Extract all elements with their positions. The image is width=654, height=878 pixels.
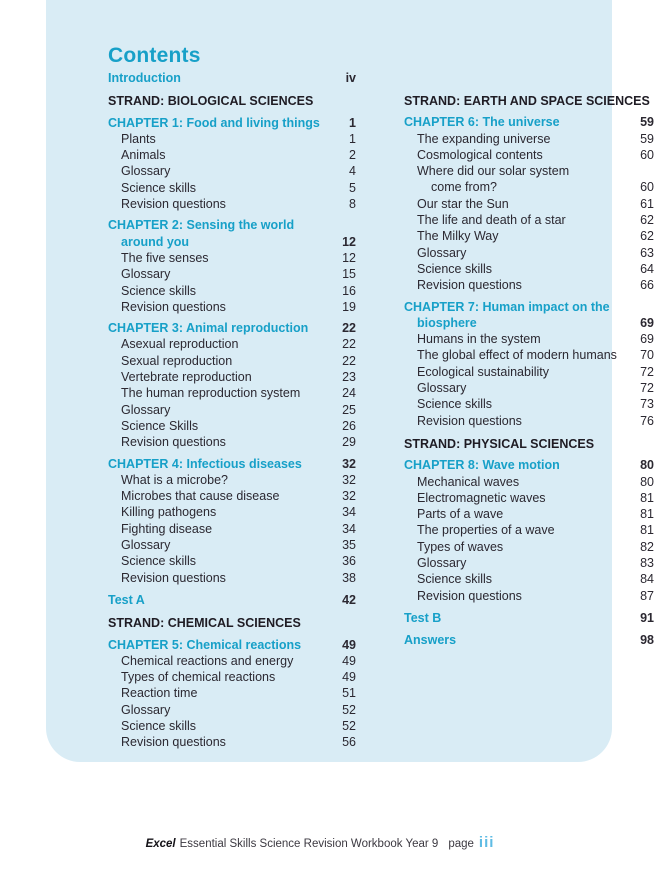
toc-entry-label: Humans in the system	[417, 332, 541, 347]
toc-row-sub	[404, 380, 654, 396]
toc-row-sub	[404, 364, 654, 380]
toc-entry-page: 15	[342, 267, 356, 282]
toc-entry-page: 64	[640, 261, 654, 276]
toc-row-sub	[108, 553, 356, 569]
toc-entry-label: Science skills	[121, 554, 197, 569]
toc-entry-page: 1	[349, 115, 356, 130]
toc-entry-page: 36	[342, 554, 356, 569]
toc-entry-label: STRAND: CHEMICAL SCIENCES	[108, 616, 301, 631]
toc-entry-label: CHAPTER 1: Food and living things	[108, 115, 320, 130]
toc-entry-label: Science skills	[417, 261, 493, 276]
toc-entry-label: Science skills	[121, 283, 197, 298]
toc-entry-page: 22	[342, 321, 356, 336]
toc-row-strand	[108, 615, 356, 631]
toc-entry-page: 69	[640, 332, 654, 347]
toc-entry-label: CHAPTER 2: Sensing the world	[108, 218, 295, 233]
page-title: Contents	[108, 44, 201, 67]
toc-entry-label: CHAPTER 4: Infectious diseases	[108, 456, 302, 471]
toc-entry-label: Glossary	[417, 381, 467, 396]
toc-row-sub	[108, 283, 356, 299]
toc-row-chapter	[404, 299, 654, 315]
toc-row-sub	[108, 434, 356, 450]
toc-row-sub	[108, 488, 356, 504]
toc-entry-page: 60	[640, 180, 654, 195]
toc-entry-label: STRAND: EARTH AND SPACE SCIENCES	[404, 94, 650, 108]
toc-row-sub	[108, 418, 356, 434]
toc-entry-page: 22	[342, 337, 356, 352]
footer-page-label: page	[448, 838, 474, 850]
toc-entry-page: 69	[640, 315, 654, 330]
toc-entry-label: STRAND: BIOLOGICAL SCIENCES	[108, 94, 314, 109]
toc-entry-page: 81	[640, 507, 654, 522]
toc-row-sub	[404, 347, 654, 363]
toc-row-sub	[404, 396, 654, 412]
toc-entry-page: 52	[342, 718, 356, 733]
toc-row-sub	[404, 212, 654, 228]
toc-entry-label: around you	[121, 234, 190, 249]
toc-entry-label: Glossary	[121, 267, 171, 282]
toc-row-sub	[404, 245, 654, 261]
toc-row-sub	[108, 734, 356, 750]
toc-entry-label: Our star the Sun	[417, 196, 509, 211]
toc-entry-label: STRAND: PHYSICAL SCIENCES	[404, 436, 595, 451]
toc-entry-page: 49	[342, 670, 356, 685]
toc-entry-page: 12	[342, 234, 356, 249]
toc-entry-label: Killing pathogens	[121, 505, 217, 520]
toc-entry-page: 16	[342, 283, 356, 298]
toc-entry-label: Revision questions	[121, 735, 226, 750]
toc-entry-label: Glossary	[417, 245, 467, 260]
toc-entry-label: Animals	[121, 148, 166, 163]
toc-entry-label: Answers	[404, 633, 457, 648]
toc-entry-label: Glossary	[121, 702, 171, 717]
toc-entry-page: 82	[640, 539, 654, 554]
toc-row-sub	[108, 180, 356, 196]
toc-entry-label: The global effect of modern humans	[417, 348, 617, 363]
toc-entry-page: 25	[342, 402, 356, 417]
toc-entry-page: 83	[640, 556, 654, 571]
toc-entry-page: 24	[342, 386, 356, 401]
toc-row-sub	[404, 490, 654, 506]
toc-row-sub	[108, 402, 356, 418]
toc-row-intro	[108, 70, 356, 86]
toc-entry-page: 73	[640, 397, 654, 412]
toc-row-sub	[108, 472, 356, 488]
toc-entry-page: 22	[342, 353, 356, 368]
toc-row-sub	[404, 196, 654, 212]
toc-entry-page: 60	[640, 147, 654, 162]
toc-entry-page: 80	[640, 474, 654, 489]
toc-row-sub	[108, 353, 356, 369]
toc-entry-page: 84	[640, 572, 654, 587]
toc-row-sub	[108, 266, 356, 282]
toc-row-strand	[404, 93, 654, 109]
toc-entry-label: CHAPTER 8: Wave motion	[404, 458, 560, 473]
toc-column-right	[404, 93, 654, 649]
toc-row-sub	[108, 147, 356, 163]
toc-entry-page: 81	[640, 490, 654, 505]
toc-entry-page: 72	[640, 381, 654, 396]
toc-row-sub	[108, 336, 356, 352]
toc-entry-label: Where did our solar system	[417, 164, 570, 179]
toc-row-chapter	[108, 217, 356, 233]
toc-entry-page: 80	[640, 458, 654, 473]
toc-entry-page: 32	[342, 456, 356, 471]
toc-entry-page: 1	[349, 131, 356, 146]
toc-entry-label: Test B	[404, 610, 442, 625]
toc-entry-label: CHAPTER 5: Chemical reactions	[108, 637, 302, 652]
toc-entry-label: Revision questions	[121, 299, 226, 314]
toc-entry-label: biosphere	[417, 315, 477, 330]
toc-entry-label: Glossary	[121, 538, 171, 553]
toc-row-sub	[108, 385, 356, 401]
toc-entry-label: What is a microbe?	[121, 472, 228, 487]
toc-entry-label: Revision questions	[121, 570, 226, 585]
toc-entry-page: 98	[640, 633, 654, 648]
toc-entry-page: 76	[640, 413, 654, 428]
toc-entry-label: Mechanical waves	[417, 474, 520, 489]
toc-entry-page: 8	[349, 197, 356, 212]
toc-row-sub	[108, 163, 356, 179]
toc-entry-label: Science Skills	[121, 418, 199, 433]
toc-row-strand	[404, 436, 654, 452]
toc-entry-page: 42	[342, 592, 356, 607]
toc-row-chapter	[108, 115, 356, 131]
toc-row-test	[404, 610, 654, 626]
toc-entry-page: 5	[349, 180, 356, 195]
toc-row-sub	[404, 413, 654, 429]
toc-column-left	[108, 70, 356, 751]
toc-row-sub	[404, 506, 654, 522]
toc-entry-label: Glossary	[121, 164, 171, 179]
toc-entry-page: 61	[640, 196, 654, 211]
toc-entry-page: 49	[342, 637, 356, 652]
toc-row-test	[404, 632, 654, 648]
toc-row-sub	[108, 521, 356, 537]
footer-page-number: iii	[478, 834, 495, 851]
toc-entry-page: 59	[640, 131, 654, 146]
toc-row-sub	[108, 196, 356, 212]
toc-entry-label: The properties of a wave	[417, 523, 555, 538]
toc-row-sub	[404, 588, 654, 604]
toc-entry-page: 29	[342, 435, 356, 450]
toc-entry-page: 32	[342, 472, 356, 487]
toc-row-sub	[404, 131, 654, 147]
toc-entry-page: 66	[640, 278, 654, 293]
toc-row-sub	[404, 331, 654, 347]
toc-row-chapter	[404, 315, 654, 331]
toc-row-sub	[108, 570, 356, 586]
toc-entry-label: CHAPTER 3: Animal reproduction	[108, 321, 309, 336]
toc-row-sub	[404, 147, 654, 163]
toc-entry-page: 52	[342, 702, 356, 717]
toc-entry-page: 23	[342, 370, 356, 385]
toc-entry-label: Vertebrate reproduction	[121, 370, 252, 385]
toc-row-sub	[108, 369, 356, 385]
toc-row-sub	[404, 228, 654, 244]
toc-entry-page: 49	[342, 653, 356, 668]
toc-row-sub	[404, 474, 654, 490]
toc-entry-label: Electromagnetic waves	[417, 490, 546, 505]
toc-entry-page: 12	[342, 250, 356, 265]
toc-entry-page: 34	[342, 521, 356, 536]
toc-entry-page: 19	[342, 299, 356, 314]
toc-entry-label: Introduction	[108, 71, 181, 85]
toc-entry-label: Types of waves	[417, 539, 504, 554]
toc-entry-page: 87	[640, 588, 654, 603]
toc-row-sub	[108, 669, 356, 685]
toc-entry-label: come from?	[431, 180, 497, 195]
footer-book-title: Essential Skills Science Revision Workbook Year 9	[179, 838, 439, 850]
toc-entry-label: Revision questions	[417, 413, 522, 428]
toc-entry-label: Parts of a wave	[417, 507, 504, 522]
toc-entry-label: Types of chemical reactions	[121, 670, 276, 685]
toc-row-sub	[404, 163, 654, 179]
toc-entry-label: Science skills	[121, 180, 197, 195]
footer	[0, 834, 640, 851]
toc-entry-label: Chemical reactions and energy	[121, 653, 294, 668]
contents-panel	[46, 0, 654, 762]
toc-row-sub	[404, 571, 654, 587]
toc-entry-label: Glossary	[417, 556, 467, 571]
toc-entry-label: Asexual reproduction	[121, 337, 239, 352]
toc-entry-label: Revision questions	[417, 588, 522, 603]
toc-entry-label: Ecological sustainability	[417, 364, 550, 379]
toc-entry-label: Cosmological contents	[417, 147, 543, 162]
toc-entry-label: Fighting disease	[121, 521, 213, 536]
toc-entry-label: CHAPTER 7: Human impact on the	[404, 299, 610, 314]
toc-entry-page: 56	[342, 735, 356, 750]
toc-row-sub	[404, 539, 654, 555]
toc-entry-page: 72	[640, 364, 654, 379]
toc-entry-page: 26	[342, 418, 356, 433]
toc-row-sub	[108, 131, 356, 147]
toc-entry-label: The five senses	[121, 250, 209, 265]
toc-entry-label: The Milky Way	[417, 229, 499, 244]
toc-entry-label: CHAPTER 6: The universe	[404, 115, 560, 130]
toc-entry-label: The expanding universe	[417, 131, 551, 146]
toc-row-sub	[108, 250, 356, 266]
toc-entry-page: 59	[640, 115, 654, 130]
toc-entry-page: 38	[342, 570, 356, 585]
toc-entry-page: 32	[342, 489, 356, 504]
toc-row-sub	[108, 702, 356, 718]
toc-entry-page: 35	[342, 538, 356, 553]
toc-row-chapter	[108, 637, 356, 653]
toc-entry-page: 63	[640, 245, 654, 260]
toc-row-test	[108, 592, 356, 608]
toc-row-sub	[108, 537, 356, 553]
toc-row-sub	[404, 277, 654, 293]
toc-row-sub	[404, 179, 654, 195]
toc-row-sub	[108, 299, 356, 315]
toc-row-chapter	[108, 456, 356, 472]
toc-row-sub	[404, 555, 654, 571]
toc-row-sub	[404, 261, 654, 277]
toc-row-chapter	[404, 114, 654, 130]
toc-entry-label: The life and death of a star	[417, 213, 566, 228]
toc-entry-label: Revision questions	[417, 278, 522, 293]
toc-entry-label: Science skills	[417, 572, 493, 587]
toc-row-chapter	[108, 320, 356, 336]
toc-entry-label: Microbes that cause disease	[121, 489, 280, 504]
toc-row-sub	[108, 653, 356, 669]
toc-entry-label: Revision questions	[121, 435, 226, 450]
toc-entry-page: 4	[349, 164, 356, 179]
toc-entry-label: Reaction time	[121, 686, 198, 701]
toc-entry-page: 51	[342, 686, 356, 701]
toc-entry-page: 91	[640, 610, 654, 625]
toc-entry-label: The human reproduction system	[121, 386, 301, 401]
toc-row-sub	[108, 685, 356, 701]
toc-entry-page: 62	[640, 229, 654, 244]
toc-row-sub	[108, 504, 356, 520]
toc-row-chapter	[404, 457, 654, 473]
toc-entry-label: Sexual reproduction	[121, 353, 233, 368]
toc-entry-page: 62	[640, 213, 654, 228]
toc-entry-label: Science skills	[121, 718, 197, 733]
toc-entry-label: Test A	[108, 592, 145, 607]
toc-entry-page: 2	[349, 148, 356, 163]
toc-entry-label: Plants	[121, 131, 156, 146]
toc-row-sub	[108, 718, 356, 734]
toc-entry-page: iv	[345, 71, 356, 85]
toc-entry-label: Glossary	[121, 402, 171, 417]
toc-entry-label: Revision questions	[121, 197, 226, 212]
toc-entry-page: 81	[640, 523, 654, 538]
toc-entry-label: Science skills	[417, 397, 493, 412]
toc-row-strand	[108, 93, 356, 109]
toc-row-chapter	[108, 234, 356, 250]
toc-entry-page: 34	[342, 505, 356, 520]
footer-brand: Excel	[145, 838, 176, 850]
toc-row-sub	[404, 522, 654, 538]
toc-entry-page: 70	[640, 348, 654, 363]
